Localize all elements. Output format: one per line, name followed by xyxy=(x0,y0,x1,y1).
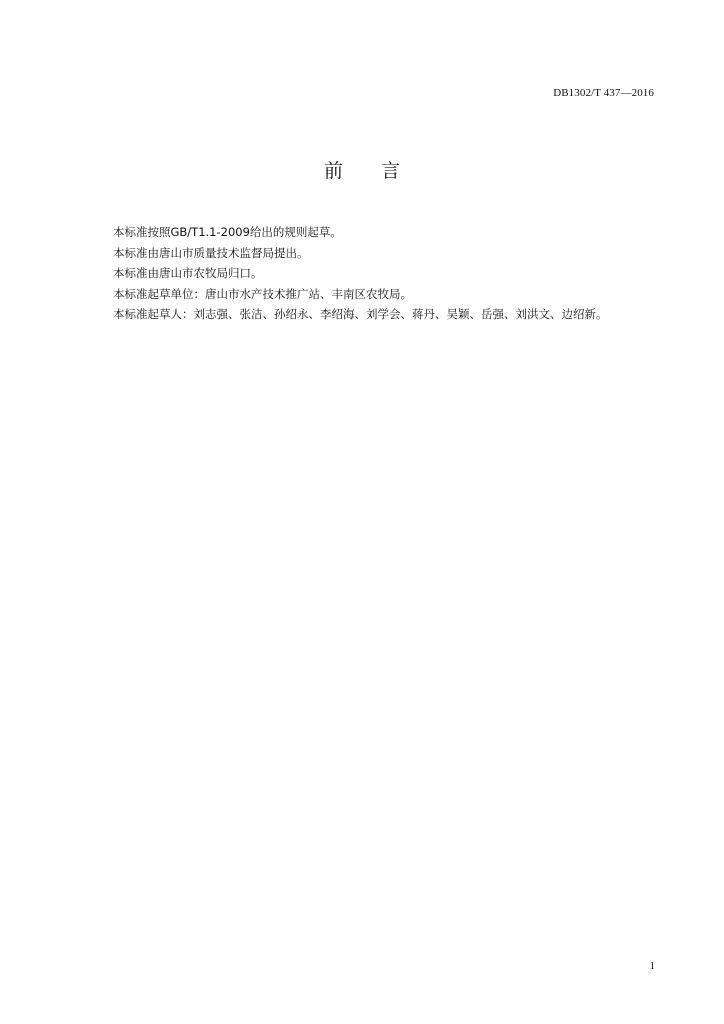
page-number: 1 xyxy=(649,960,655,972)
preface-body xyxy=(113,222,673,325)
preface-line-drafting-units: 本标准起草单位：唐山市水产技术推广站、丰南区农牧局。 xyxy=(113,286,412,301)
preface-line-drafting-rules: 本标准按照GB/T1.1-2009给出的规则起草。 xyxy=(113,225,342,239)
preface-line-centralized-unit: 本标准由唐山市农牧局归口。 xyxy=(113,266,263,280)
preface-line-drafters: 本标准起草人：刘志强、张洁、孙绍永、李绍海、刘学会、蒋丹、吴颖、岳强、刘洪文、边绍新。 xyxy=(113,307,608,321)
document-code: DB1302/T 437—2016 xyxy=(553,87,654,99)
page-title: 前言 xyxy=(323,160,438,182)
preface-line-proposer: 本标准由唐山市质量技术监督局提出。 xyxy=(113,245,309,260)
